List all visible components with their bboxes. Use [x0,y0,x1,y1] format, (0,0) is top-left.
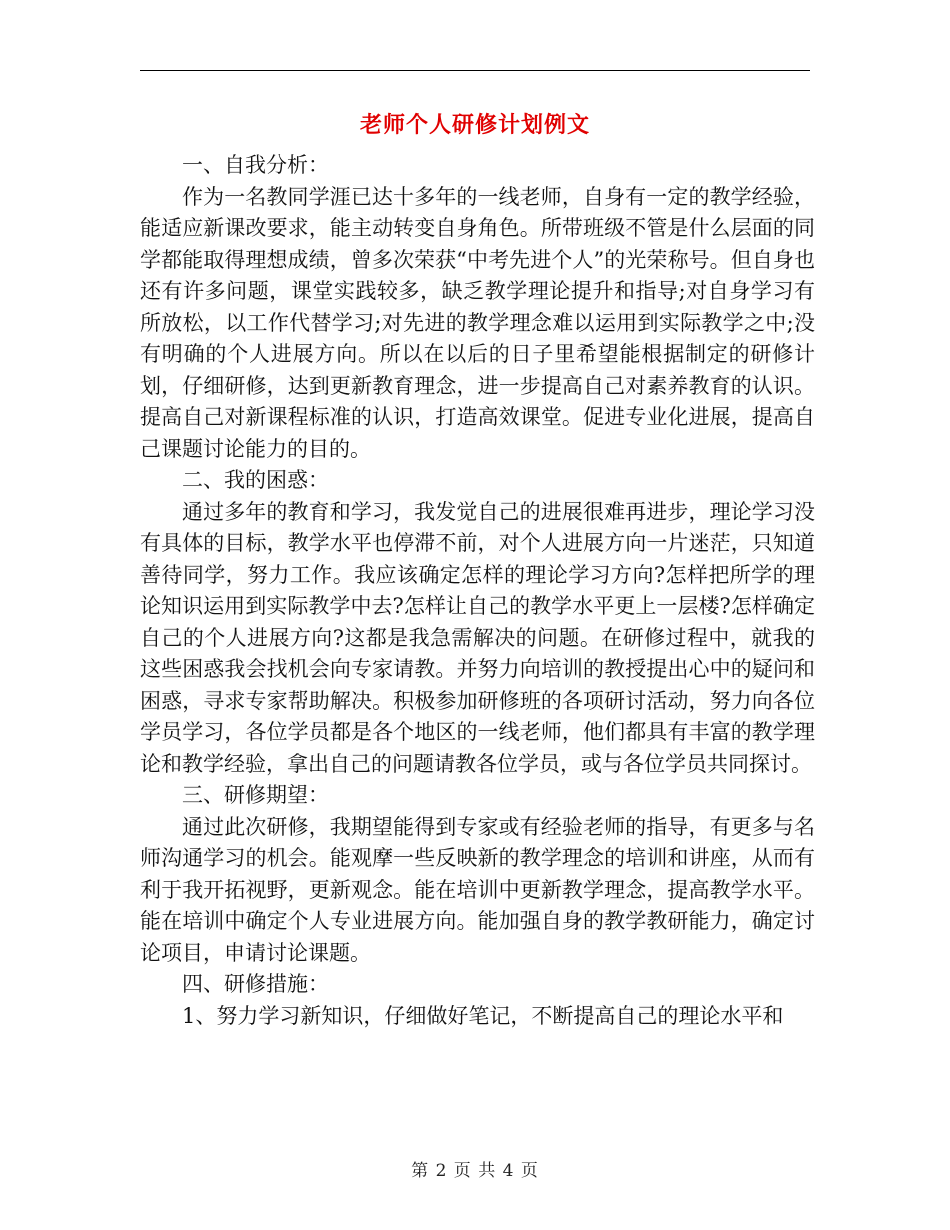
heading-measures: 四、研修措施： [182,972,329,996]
header-rule [140,70,810,71]
paragraph-measures-1: 1、努力学习新知识，仔细做好笔记，不断提高自己的理论水平和 [182,1003,784,1028]
document-title: 老师个人研修计划例文 [359,112,590,138]
paragraph-expectation: 通过此次研修，我期望能得到专家或有经验老师的指导，有更多与名师沟通学习的机会。能观摩一些反映新的教学理念的培训和讲座，从而有利于我开拓视野，更新观念。能在培训中更新教学理念，提高教学水平。能在培训中确定个人专业进展方向。能加强自身的教学教研能力，确定讨论项目，申请讨论课题。 [140,814,815,965]
paragraph-confusion: 通过多年的教育和学习，我发觉自己的进展很难再进步，理论学习没有具体的目标，教学水平也停滞不前，对个人进展方向一片迷茫，只知道善待同学，努力工作。我应该确定怎样的理论学习方向?怎样把所学的理论知识运用到实际教学中去?怎样让自己的教学水平更上一层楼?怎样确定自己的个人进展方向?这都是我急需解决的问题。在研修过程中，就我的这些困惑我会找机会向专家请教。并努力向培训的教授提出心中的疑问和困惑，寻求专家帮助解决。积极参加研修班的各项研讨活动，努力向各位学员学习，各位学员都是各个地区的一线老师，他们都具有丰富的教学理论和教学经验，拿出自己的问题请教各位学员，或与各位学员共同探讨。 [140,499,815,776]
heading-expectation: 三、研修期望： [182,783,329,807]
document-body [140,150,815,1032]
page-number-footer: 第 2 页 共 4 页 [411,1161,539,1181]
heading-self-analysis: 一、自我分析： [182,153,329,177]
paragraph-self-analysis: 作为一名教同学涯已达十多年的一线老师，自身有一定的教学经验，能适应新课改要求，能主动转变自身角色。所带班级不管是什么层面的同学都能取得理想成绩，曾多次荣获“中考先进个人”的光荣称号。但自身也还有许多问题，课堂实践较多，缺乏教学理论提升和指导;对自身学习有所放松，以工作代替学习;对先进的教学理念难以运用到实际教学之中;没有明确的个人进展方向。所以在以后的日子里希望能根据制定的研修计划，仔细研修，达到更新教育理念，进一步提高自己对素养教育的认识。提高自己对新课程标准的认识，打造高效课堂。促进专业化进展，提高自己课题讨论能力的目的。 [140,184,815,461]
heading-confusion: 二、我的困惑： [182,468,329,492]
